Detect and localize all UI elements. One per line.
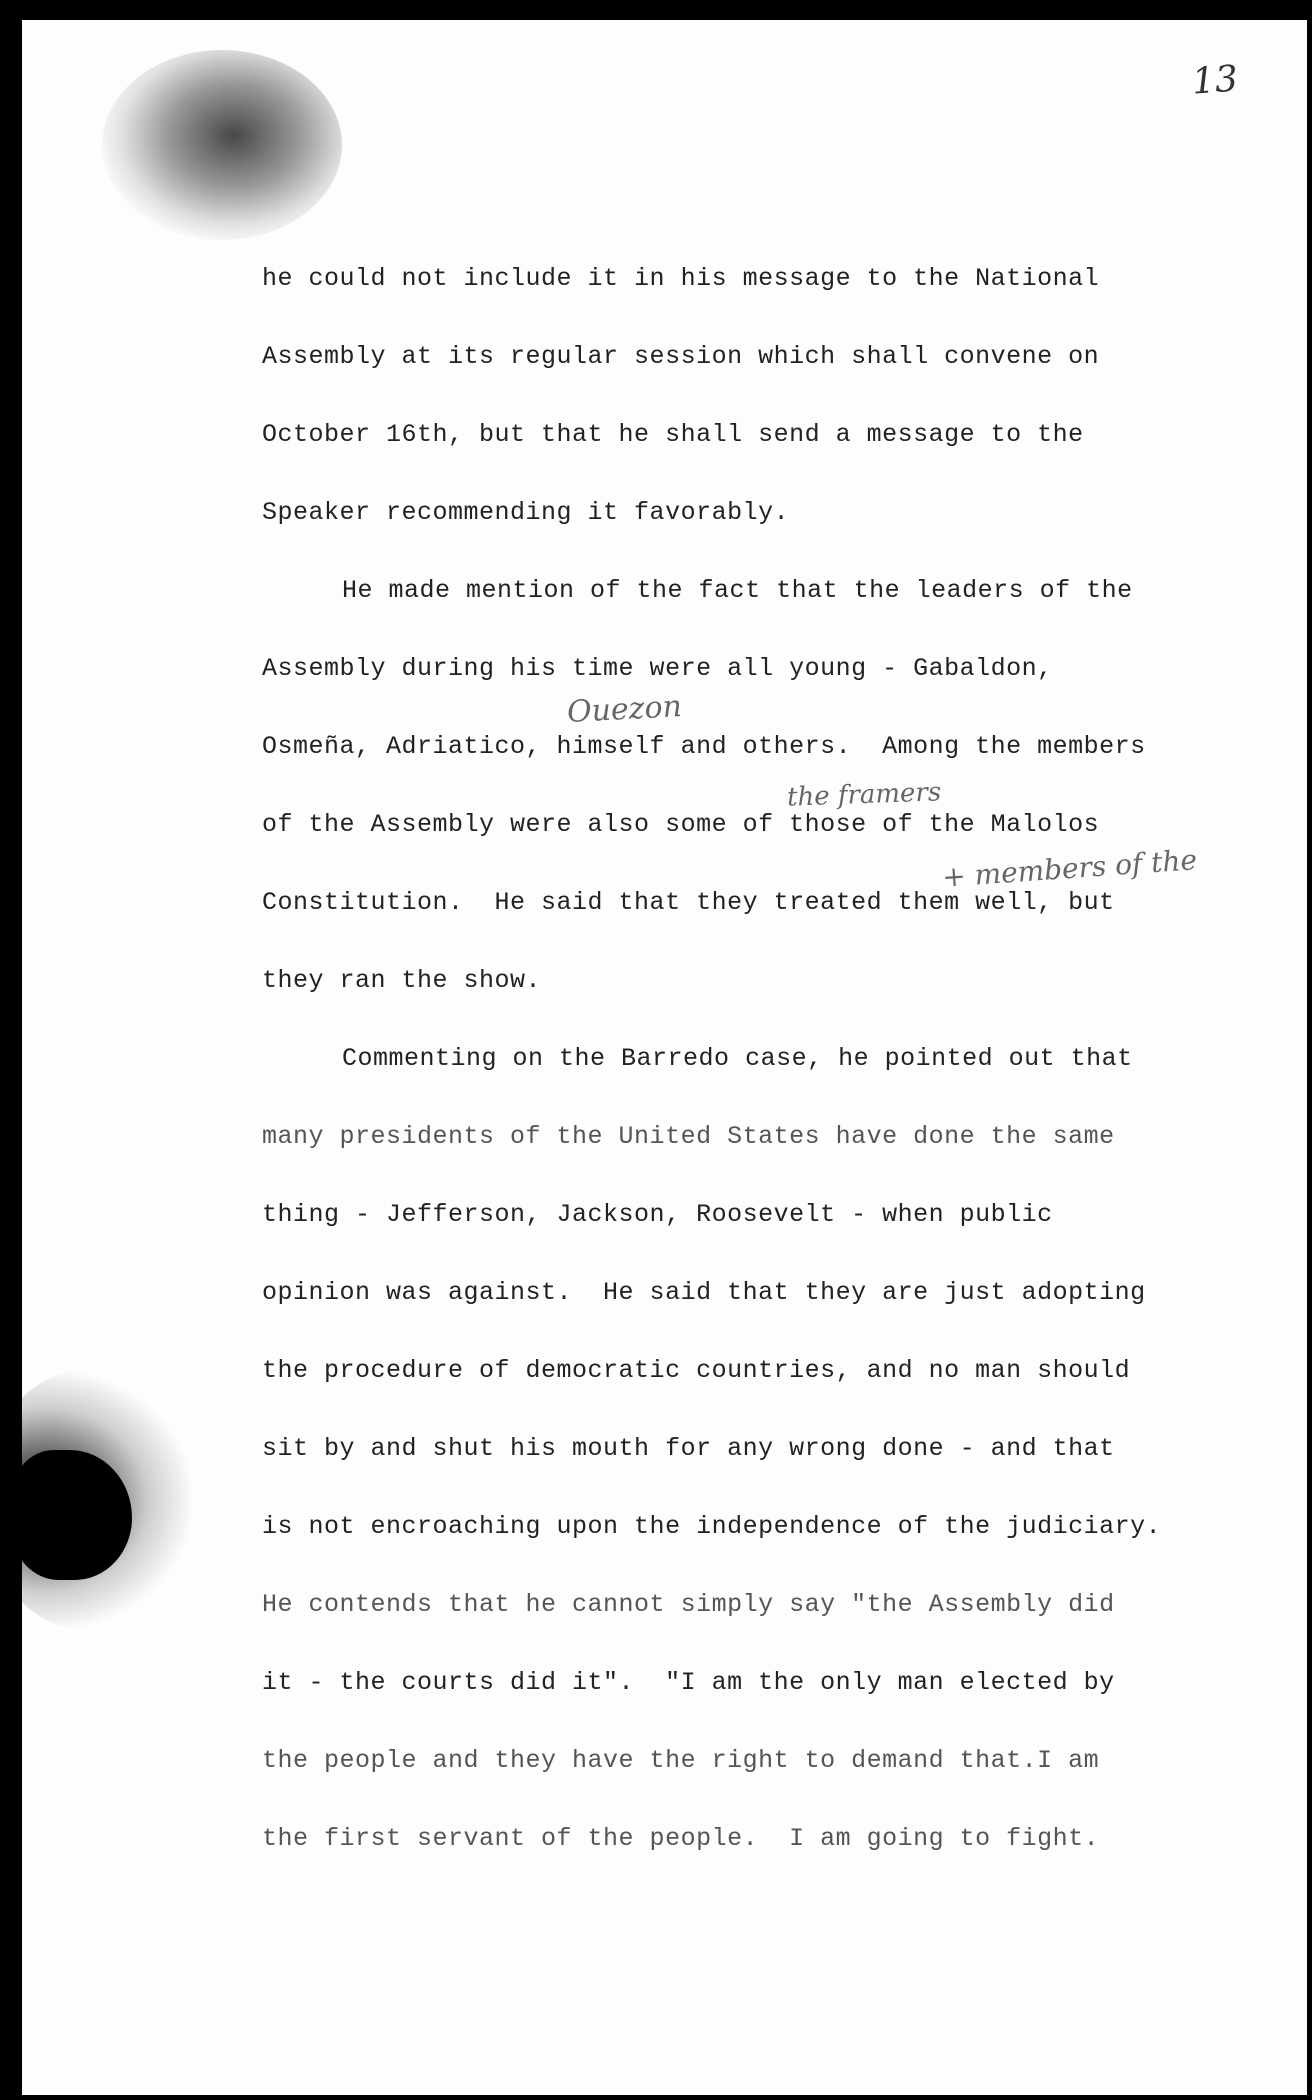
paragraph-start-line: Commenting on the Barredo case, he pointed out that	[342, 1044, 1133, 1073]
text-line: Speaker recommending it favorably.	[262, 498, 790, 527]
text-line: they ran the show.	[262, 966, 542, 995]
text-line: Osmeña, Adriatico, himself and others. Among the members	[262, 732, 1146, 761]
text-line: October 16th, but that he shall send a message to the	[262, 420, 1084, 449]
text-line: Assembly during his time were all young - Gabaldon,	[262, 654, 1053, 683]
text-line: the people and they have the right to demand that.I am	[262, 1746, 1100, 1775]
text-line: He contends that he cannot simply say "the Assembly did	[262, 1590, 1115, 1619]
handwritten-annotation: the framers	[786, 777, 942, 813]
handwritten-annotation: + members of the	[941, 843, 1199, 894]
text-line: the first servant of the people. I am going to fight.	[262, 1824, 1100, 1853]
text-line: it - the courts did it". "I am the only man elected by	[262, 1668, 1115, 1697]
text-line: the procedure of democratic countries, and no man should	[262, 1356, 1131, 1385]
text-line: opinion was against. He said that they are just adopting	[262, 1278, 1146, 1307]
paper-tear-left	[22, 1450, 132, 1580]
body-text	[262, 240, 1242, 1878]
text-line: Assembly at its regular session which shall convene on	[262, 342, 1100, 371]
text-line: many presidents of the United States have done the same	[262, 1122, 1115, 1151]
text-line: Constitution. He said that they treated them well, but	[262, 888, 1115, 917]
text-line: he could not include it in his message to the National	[262, 264, 1100, 293]
paragraph-start-line: He made mention of the fact that the leaders of the	[342, 576, 1133, 605]
text-line: is not encroaching upon the independence of the judiciary.	[262, 1512, 1162, 1541]
text-line: of the Assembly were also some of those of the Malolos	[262, 810, 1100, 839]
text-line: sit by and shut his mouth for any wrong done - and that	[262, 1434, 1115, 1463]
document-page	[22, 20, 1307, 2095]
page-number: 13	[1190, 58, 1240, 103]
handwritten-annotation: Ouezon	[566, 689, 683, 730]
text-line: thing - Jefferson, Jackson, Roosevelt - when public	[262, 1200, 1053, 1229]
ink-stain-top	[102, 50, 342, 240]
